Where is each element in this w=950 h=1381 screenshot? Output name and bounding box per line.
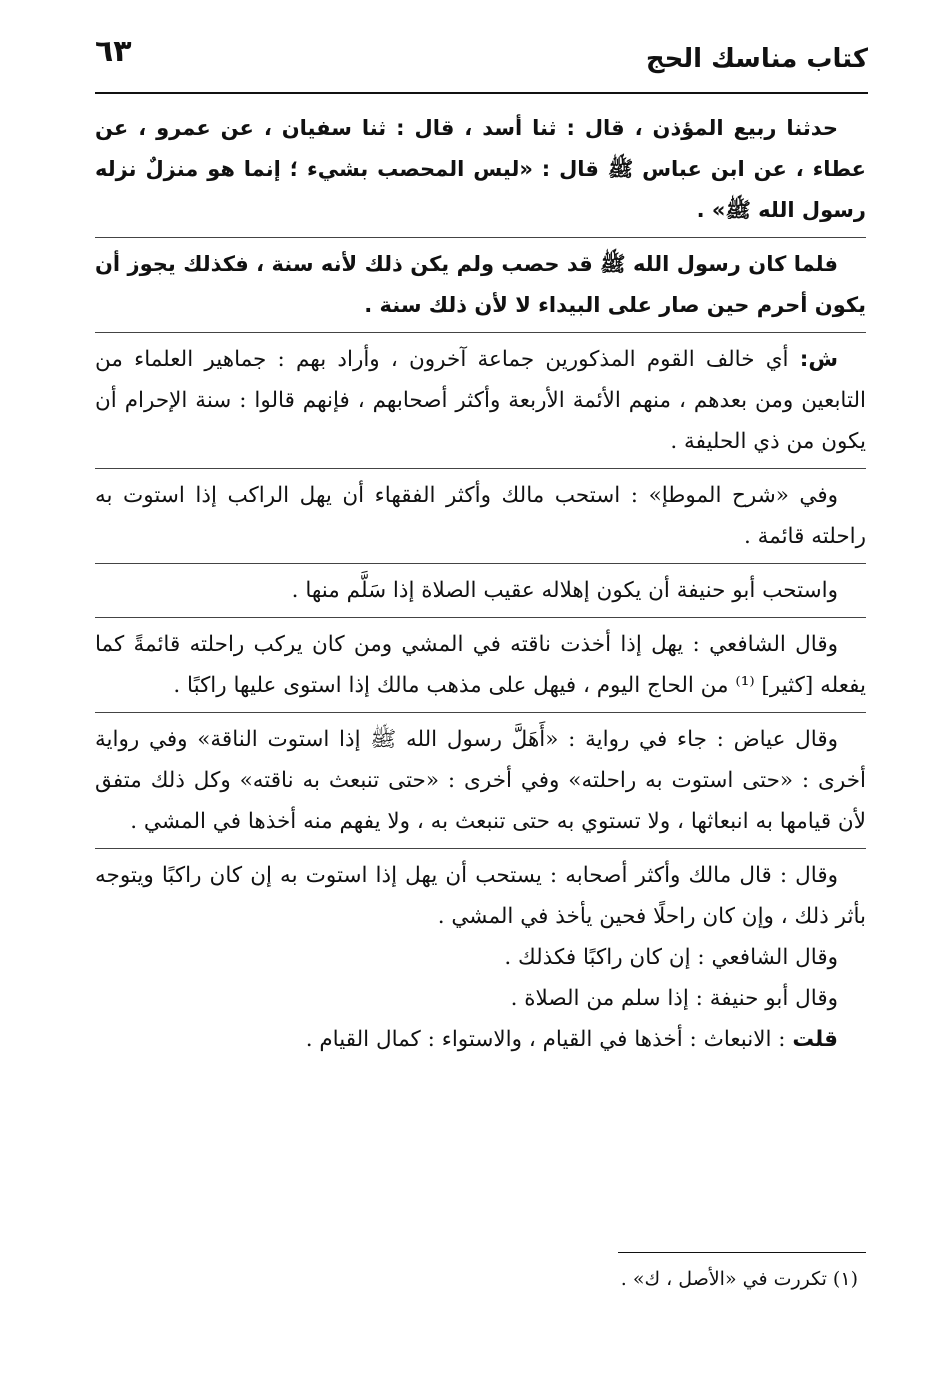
paragraph-text: : الانبعاث : أخذها في القيام ، والاستواء : كمال القيام . bbox=[305, 1027, 793, 1052]
paragraph-muwatta bbox=[95, 475, 866, 557]
paragraph-separator bbox=[95, 468, 866, 469]
paragraph-separator bbox=[95, 237, 866, 238]
page-header bbox=[95, 30, 868, 90]
footnote: (١) تكررت في «الأصل ، ك» . bbox=[620, 1268, 858, 1290]
paragraph-malik bbox=[95, 855, 866, 937]
paragraph-text: حدثنا ربيع المؤذن ، قال : ثنا أسد ، قال : ثنا سفيان ، عن عمرو ، عن عطاء ، عن ابن عباس ﷺ قال : «ليس المحصب بشيء ؛ إنما هو منزلٌ نزله رسول الله ﷺ» . bbox=[95, 116, 866, 222]
paragraph-text: وقال : قال مالك وأكثر أصحابه : يستحب أن يهل إذا استوت به إن كان راكبًا ويتوجه بأثر ذلك ، وإن كان راحلًا فحين يأخذ في المشي . bbox=[95, 863, 866, 929]
paragraph-abu-hanifa-2 bbox=[95, 978, 866, 1019]
paragraph-shafii-2 bbox=[95, 937, 866, 978]
book-title: كتاب مناسك الحج bbox=[645, 44, 868, 74]
paragraph-iyad bbox=[95, 719, 866, 842]
paragraph-text: وقال الشافعي : يهل إذا أخذت ناقته في المشي ومن كان يركب راحلته قائمةً كما يفعله [كثير] ⁽¹⁾ من الحاج اليوم ، فيهل على مذهب مالك إذا استوى عليها راكبًا . bbox=[95, 632, 866, 698]
paragraph-shafii bbox=[95, 624, 866, 706]
paragraph-text: واستحب أبو حنيفة أن يكون إهلاله عقيب الصلاة إذا سَلَّم منها . bbox=[291, 578, 838, 603]
footnote-rule bbox=[618, 1252, 866, 1253]
sharh-marker: ش: bbox=[799, 347, 838, 372]
paragraph-separator bbox=[95, 563, 866, 564]
paragraph-text: فلما كان رسول الله ﷺ قد حصب ولم يكن ذلك لأنه سنة ، فكذلك يجوز أن يكون أحرم حين صار على البيداء لا لأن ذلك سنة . bbox=[95, 252, 866, 317]
paragraph-separator bbox=[95, 332, 866, 333]
paragraph-text: وقال أبو حنيفة : إذا سلم من الصلاة . bbox=[510, 986, 838, 1011]
main-text bbox=[95, 108, 866, 1060]
paragraph-separator bbox=[95, 617, 866, 618]
paragraph-text: أي خالف القوم المذكورين جماعة آخرون ، وأراد بهم : جماهير العلماء من التابعين ومن بعدهم ، منهم الأئمة الأربعة وأكثر أصحابهم ، فإنهم قالوا : سنة الإحرام أن يكون من ذي الحليفة . bbox=[95, 347, 866, 454]
paragraph-sharh bbox=[95, 339, 866, 462]
paragraph-text: وقال الشافعي : إن كان راكبًا فكذلك . bbox=[504, 945, 838, 970]
paragraph-text: وفي «شرح الموطإ» : استحب مالك وأكثر الفقهاء أن يهل الراكب إذا استوت به راحلته قائمة . bbox=[95, 483, 866, 549]
header-rule bbox=[95, 92, 868, 94]
page-number: ٦٣ bbox=[95, 34, 132, 69]
paragraph-hadith bbox=[95, 108, 866, 231]
paragraph-separator bbox=[95, 848, 866, 849]
paragraph-matn bbox=[95, 244, 866, 326]
paragraph-abu-hanifa bbox=[95, 570, 866, 611]
paragraph-qultu bbox=[95, 1019, 866, 1060]
qultu-marker: قلت bbox=[792, 1027, 838, 1052]
paragraph-separator bbox=[95, 712, 866, 713]
paragraph-text: وقال عياض : جاء في رواية : «أَهَلَّ رسول الله ﷺ إذا استوت الناقة» وفي رواية أخرى : «حتى استوت به راحلته» وفي أخرى : «حتى تنبعث به ناقته» وكل ذلك متفق لأن قيامها به انبعاثها ، ولا تستوي به حتى تنبعث به ، ولا يفهم منه أخذها في المشي . bbox=[95, 727, 866, 834]
